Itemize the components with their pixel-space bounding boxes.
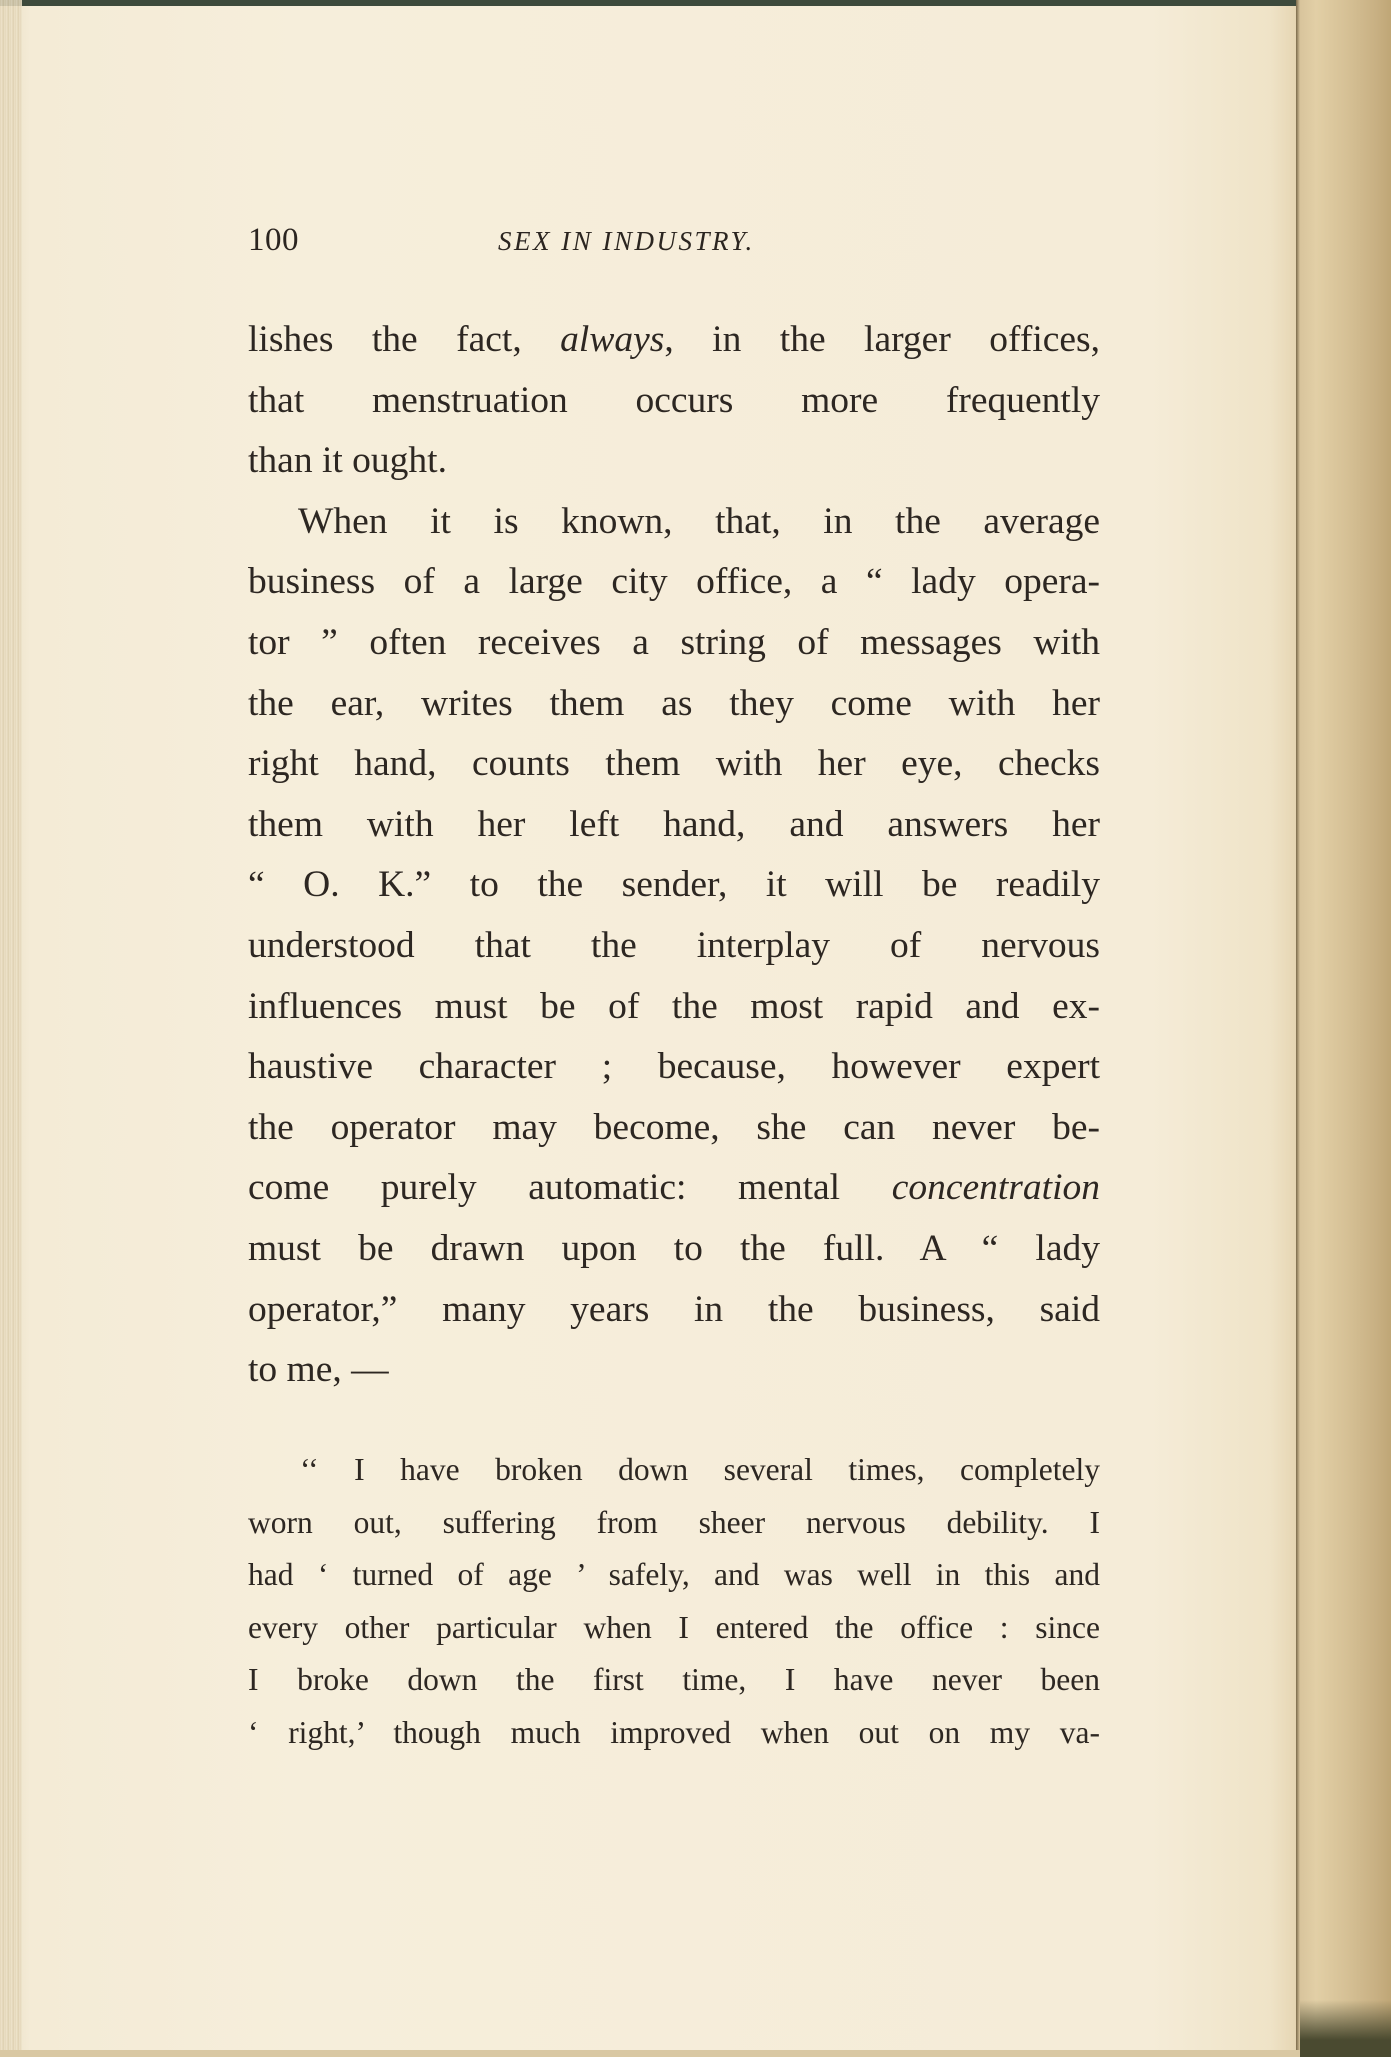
italic-emphasis: always bbox=[560, 319, 665, 360]
text-line: than it ought. bbox=[248, 440, 447, 482]
text-line: that menstruation occurs more frequently bbox=[248, 379, 1100, 421]
text-line: understood that the interplay of nervous bbox=[248, 924, 1100, 966]
body-text bbox=[248, 310, 1100, 1401]
quote-line: ‘‘ I have broken down several times, completely bbox=[300, 1452, 1100, 1487]
quote-line: every other particular when I entered the office : since bbox=[248, 1609, 1100, 1645]
quote-line: worn out, suffering from sheer nervous debility. I bbox=[248, 1504, 1100, 1540]
text-line: tor ” often receives a string of messages with bbox=[248, 621, 1100, 663]
page-number: 100 bbox=[248, 222, 299, 258]
quote-line: I broke down the first time, I have never been bbox=[248, 1662, 1100, 1698]
page-gutter-edge bbox=[0, 0, 22, 2057]
text-line: must be drawn upon to the full. A “ lady bbox=[248, 1227, 1100, 1269]
italic-emphasis: concentration bbox=[891, 1167, 1100, 1209]
text-line: them with her left hand, and answers her bbox=[248, 803, 1100, 845]
quote-line: ‘ right,’ though much improved when out on my va- bbox=[248, 1714, 1100, 1750]
book-fore-edge bbox=[1296, 0, 1391, 2057]
book-cover-shadow bbox=[1300, 2000, 1391, 2057]
text-line: lishes the fact, always, in the larger offices, bbox=[248, 319, 1100, 360]
text-line: influences must be of the most rapid and ex- bbox=[248, 985, 1100, 1027]
quote-line: had ‘ turned of age ’ safely, and was well in this and bbox=[248, 1557, 1100, 1593]
running-head: SEX IN INDUSTRY. bbox=[498, 226, 755, 256]
text-line: come purely automatic: mental concentration bbox=[248, 1167, 1100, 1209]
text-line: operator,” many years in the business, said bbox=[248, 1288, 1100, 1330]
text-line: “ O. K.” to the sender, it will be readily bbox=[248, 864, 1100, 906]
text-line: business of a large city office, a “ lady opera- bbox=[248, 561, 1100, 603]
page-bottom-edge bbox=[0, 2050, 1300, 2057]
block-quote bbox=[248, 1444, 1100, 1760]
text-line: When it is known, that, in the average bbox=[298, 500, 1100, 542]
text-line: the ear, writes them as they come with her bbox=[248, 682, 1100, 724]
text-line: to me, — bbox=[248, 1349, 389, 1391]
text-line: the operator may become, she can never be- bbox=[248, 1106, 1100, 1148]
page-top-edge bbox=[0, 0, 1391, 6]
text-line: right hand, counts them with her eye, checks bbox=[248, 743, 1100, 785]
page-header bbox=[248, 222, 1103, 262]
text-line: haustive character ; because, however expert bbox=[248, 1046, 1100, 1088]
